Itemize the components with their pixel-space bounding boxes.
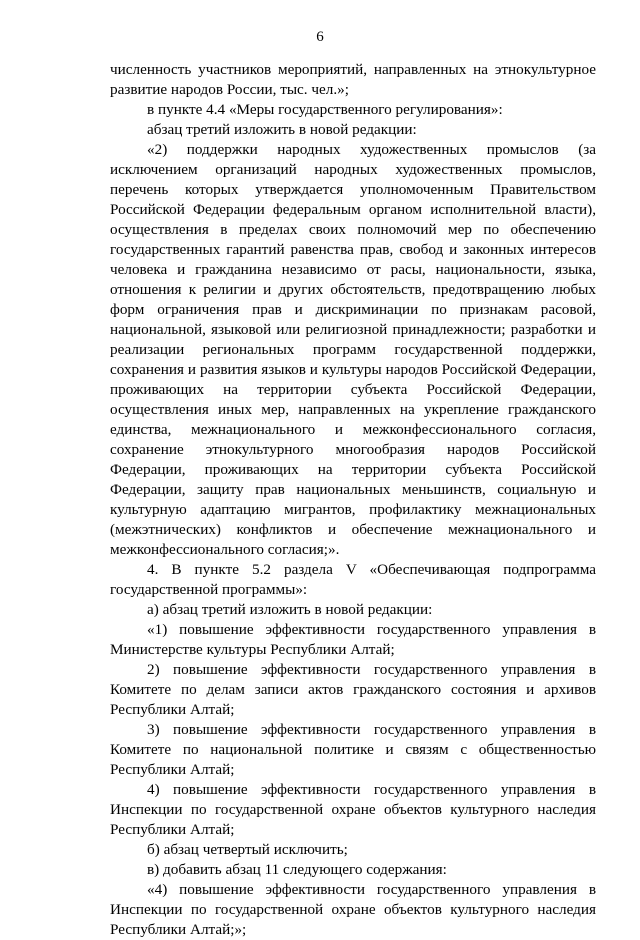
paragraph-13: «4) повышение эффективности государственного управления в Инспекции по государственной охране объектов культурного наследия Республики Алтай;»; [110, 881, 596, 938]
paragraph-6: а) абзац третий изложить в новой редакции: [147, 601, 433, 618]
paragraph-3: абзац третий изложить в новой редакции: [147, 121, 417, 138]
paragraph-10: 4) повышение эффективности государственного управления в Инспекции по государственной охране объектов культурного наследия Республики Алтай; [110, 781, 596, 838]
paragraph-2: в пункте 4.4 «Меры государственного регулирования»: [147, 101, 503, 118]
paragraph-1: численность участников мероприятий, направленных на этнокультурное развитие народов России, тыс. чел.»; [110, 61, 596, 98]
paragraph-4: «2) поддержки народных художественных промыслов (за исключением организаций народных художественных промыслов, перечень которых утверждается уполномоченным Правительством Российской Федерации федеральным органом исполнительной власти), осуществления в пределах своих полномочий мер по обеспечению государственных гарантий равенства прав, свобод и законных интересов человека и гражданина независимо от расы, национальности, языка, отношения к религии и других обстоятельств, предотвращению любых форм ограничения прав и дискриминации по признакам расовой, национальной, языковой или религиозной принадлежности; разработки и реализации региональных программ государственной поддержки, сохранения и развития языков и культуры народов Российской Федерации, проживающих на территории субъекта Российской Федерации, осуществления иных мер, направленных на укрепление гражданского единства, межнационального и межконфессионального согласия, сохранение этнокультурного многообразия народов Российской Федерации, проживающих на территории субъекта Российской Федерации, защиту прав национальных меньшинств, социальную и культурную адаптацию мигрантов, профилактику межнациональных (межэтнических) конфликтов и обеспечение межнационального и межконфессионального согласия;». [110, 141, 596, 558]
paragraph-12: в) добавить абзац 11 следующего содержания: [147, 861, 447, 878]
paragraph-7: «1) повышение эффективности государственного управления в Министерстве культуры Республики Алтай; [110, 621, 596, 658]
paragraph-11: б) абзац четвертый исключить; [147, 841, 348, 858]
paragraph-9: 3) повышение эффективности государственного управления в Комитете по национальной политике и связям с общественностью Республики Алтай; [110, 721, 596, 778]
paragraph-8: 2) повышение эффективности государственного управления в Комитете по делам записи актов гражданского состояния и архивов Республики Алтай; [110, 661, 596, 718]
document-body [110, 60, 596, 940]
page-number: 6 [316, 29, 324, 45]
paragraph-5: 4. В пункте 5.2 раздела V «Обеспечивающая подпрограмма государственной программы»: [110, 561, 596, 598]
